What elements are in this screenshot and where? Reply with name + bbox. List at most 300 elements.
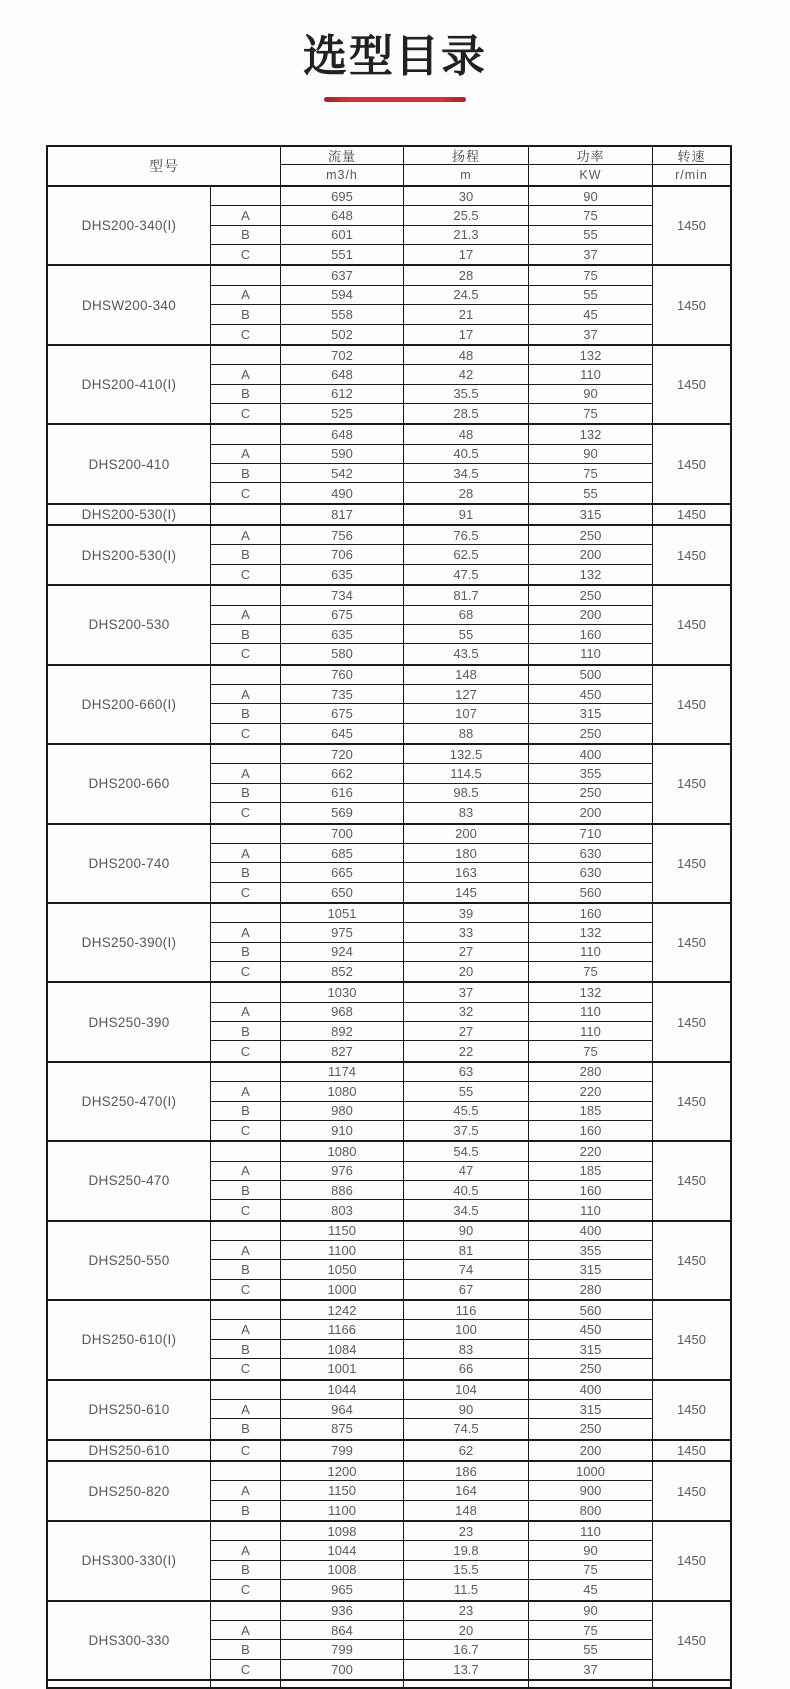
variant-cell — [211, 1602, 281, 1620]
head-cell: 28 — [404, 483, 529, 502]
model-cell: DHS200-660(I) — [48, 666, 211, 743]
head-cell: 100 — [404, 1320, 529, 1338]
table-row — [211, 1640, 653, 1659]
block-rows — [211, 346, 653, 423]
model-cell: DHS250-390(I) — [48, 904, 211, 981]
power-cell: 355 — [529, 764, 653, 782]
speed-cell: 1450 — [677, 855, 706, 871]
table-row — [211, 526, 653, 545]
variant-cell — [211, 505, 281, 524]
flow-cell: 864 — [281, 1621, 404, 1639]
variant-cell: B — [211, 464, 281, 482]
head-column-header — [404, 147, 529, 185]
model-block — [48, 1222, 730, 1301]
power-cell: 250 — [529, 586, 653, 604]
variant-cell: C — [211, 1041, 281, 1060]
power-cell: 315 — [529, 704, 653, 722]
variant-cell: A — [211, 1481, 281, 1499]
head-cell: 132.5 — [404, 745, 529, 763]
flow-cell: 569 — [281, 803, 404, 822]
head-cell: 127 — [404, 685, 529, 703]
block-rows — [211, 666, 653, 743]
power-header-unit: KW — [579, 168, 602, 182]
table-row — [211, 1359, 653, 1378]
table-row — [211, 245, 653, 264]
flow-cell: 975 — [281, 923, 404, 941]
power-cell: 110 — [529, 1522, 653, 1540]
model-block — [48, 187, 730, 266]
power-cell: 630 — [529, 844, 653, 862]
model-block — [48, 904, 730, 983]
table-row — [211, 1462, 653, 1481]
variant-cell: A — [211, 1621, 281, 1639]
head-cell: 90 — [404, 1400, 529, 1418]
flow-cell: 1080 — [281, 1082, 404, 1100]
table-row — [211, 505, 653, 524]
head-cell: 88 — [404, 724, 529, 743]
head-cell: 34.5 — [404, 1200, 529, 1219]
power-cell: 280 — [529, 1063, 653, 1081]
variant-cell: C — [211, 1441, 281, 1460]
head-cell: 21 — [404, 305, 529, 323]
variant-cell: A — [211, 923, 281, 941]
flow-cell: 675 — [281, 704, 404, 722]
power-cell: 160 — [529, 1181, 653, 1199]
variant-cell: A — [211, 286, 281, 304]
model-cell: DHS300-330(I) — [48, 1522, 211, 1599]
variant-cell: B — [211, 305, 281, 323]
power-cell: 250 — [529, 1419, 653, 1438]
head-cell: 15.5 — [404, 1561, 529, 1579]
table-row — [211, 1280, 653, 1299]
model-block — [48, 425, 730, 504]
variant-cell: A — [211, 844, 281, 862]
variant-cell — [211, 1222, 281, 1240]
variant-cell — [211, 983, 281, 1001]
head-header-label: 扬程 — [404, 147, 528, 165]
table-row — [211, 425, 653, 444]
model-cell: DHS250-470(I) — [48, 1063, 211, 1140]
variant-cell: C — [211, 565, 281, 584]
speed-cell: 1450 — [677, 1442, 706, 1458]
head-cell: 116 — [404, 1301, 529, 1319]
model-block — [48, 1381, 730, 1441]
head-cell: 62 — [404, 1441, 529, 1460]
variant-cell: A — [211, 764, 281, 782]
head-cell: 23 — [404, 1522, 529, 1540]
table-row — [211, 325, 653, 344]
block-rows — [211, 1602, 653, 1679]
speed-cell: 1450 — [677, 1332, 706, 1348]
power-cell: 110 — [529, 644, 653, 663]
model-cell: DHS250-550 — [48, 1222, 211, 1299]
power-cell: 132 — [529, 983, 653, 1001]
table-row — [211, 1541, 653, 1560]
head-cell: 163 — [404, 863, 529, 881]
flow-cell: 635 — [281, 625, 404, 643]
table-row — [211, 346, 653, 365]
head-cell: 23 — [404, 1602, 529, 1620]
power-cell: 45 — [529, 305, 653, 323]
flow-cell: 601 — [281, 226, 404, 244]
flow-cell: 734 — [281, 586, 404, 604]
variant-cell: B — [211, 1640, 281, 1658]
flow-cell: 700 — [281, 1660, 404, 1679]
head-cell: 54.5 — [404, 1142, 529, 1160]
model-block — [48, 346, 730, 425]
head-cell: 74 — [404, 1260, 529, 1278]
head-cell: 30 — [404, 187, 529, 205]
block-rows — [211, 1301, 653, 1378]
flow-cell: 648 — [281, 365, 404, 383]
power-cell: 90 — [529, 1541, 653, 1559]
table-row — [211, 1320, 653, 1339]
power-cell: 220 — [529, 1082, 653, 1100]
power-cell: 315 — [529, 505, 653, 524]
model-block — [48, 526, 730, 586]
table-row — [211, 1660, 653, 1679]
table-row — [211, 545, 653, 564]
variant-cell — [211, 425, 281, 443]
power-cell: 185 — [529, 1162, 653, 1180]
variant-cell: C — [211, 1660, 281, 1679]
head-cell: 27 — [404, 943, 529, 961]
head-cell: 11.5 — [404, 1580, 529, 1599]
power-cell: 55 — [529, 286, 653, 304]
variant-cell — [211, 1522, 281, 1540]
head-cell: 186 — [404, 1462, 529, 1480]
head-cell: 37 — [404, 983, 529, 1001]
variant-cell: B — [211, 1340, 281, 1358]
head-cell: 114.5 — [404, 764, 529, 782]
flow-cell: 590 — [281, 445, 404, 463]
flow-cell: 964 — [281, 1400, 404, 1418]
table-row — [211, 365, 653, 384]
flow-cell: 1001 — [281, 1359, 404, 1378]
variant-cell: C — [211, 962, 281, 981]
head-cell: 47 — [404, 1162, 529, 1180]
variant-cell — [211, 666, 281, 684]
table-row — [211, 483, 653, 502]
table-row — [211, 206, 653, 225]
flow-cell: 594 — [281, 286, 404, 304]
speed-header-unit: r/min — [675, 168, 708, 182]
table-row — [211, 745, 653, 764]
power-cell: 110 — [529, 1022, 653, 1040]
block-rows — [211, 586, 653, 663]
model-cell: DHS250-610(I) — [48, 1301, 211, 1378]
head-cell: 74.5 — [404, 1419, 529, 1438]
table-row — [211, 1561, 653, 1580]
head-cell: 81 — [404, 1241, 529, 1259]
flow-cell: 936 — [281, 1602, 404, 1620]
table-row — [211, 784, 653, 803]
flow-cell: 685 — [281, 844, 404, 862]
head-cell: 20 — [404, 962, 529, 981]
power-cell: 355 — [529, 1241, 653, 1259]
variant-cell: B — [211, 1102, 281, 1120]
flow-cell: 1084 — [281, 1340, 404, 1358]
table-row — [211, 1419, 653, 1438]
flow-cell: 760 — [281, 666, 404, 684]
model-cell: DHS250-470 — [48, 1142, 211, 1219]
table-row — [211, 1121, 653, 1140]
variant-cell: B — [211, 1501, 281, 1520]
variant-cell — [211, 1381, 281, 1399]
head-cell: 28 — [404, 266, 529, 284]
flow-cell: 1200 — [281, 1462, 404, 1480]
speed-cell: 1450 — [677, 456, 706, 472]
head-cell: 24.5 — [404, 286, 529, 304]
head-cell: 35.5 — [404, 385, 529, 403]
table-row — [211, 1162, 653, 1181]
head-cell: 39 — [404, 904, 529, 922]
power-cell: 500 — [529, 666, 653, 684]
head-cell: 148 — [404, 666, 529, 684]
variant-cell: A — [211, 445, 281, 463]
power-cell: 400 — [529, 745, 653, 763]
flow-cell: 1051 — [281, 904, 404, 922]
head-cell: 47.5 — [404, 565, 529, 584]
variant-cell: A — [211, 1003, 281, 1021]
flow-cell: 612 — [281, 385, 404, 403]
power-cell: 75 — [529, 962, 653, 981]
variant-cell: B — [211, 545, 281, 563]
table-row — [211, 606, 653, 625]
table-row — [211, 1340, 653, 1359]
table-row — [211, 1580, 653, 1599]
power-cell: 400 — [529, 1381, 653, 1399]
model-block — [48, 1441, 730, 1462]
flow-cell: 1100 — [281, 1501, 404, 1520]
head-cell: 28.5 — [404, 404, 529, 423]
model-cell: DHS300-330 — [48, 1602, 211, 1679]
power-cell: 75 — [529, 1561, 653, 1579]
power-cell: 132 — [529, 923, 653, 941]
speed-cell: 1450 — [677, 1402, 706, 1418]
power-cell: 132 — [529, 425, 653, 443]
block-rows — [211, 1522, 653, 1599]
table-row — [211, 943, 653, 962]
power-cell: 132 — [529, 565, 653, 584]
power-cell: 75 — [529, 266, 653, 284]
flow-cell: 1098 — [281, 1522, 404, 1540]
flow-cell: 817 — [281, 505, 404, 524]
head-cell: 17 — [404, 325, 529, 344]
power-header-label: 功率 — [529, 147, 652, 165]
power-cell: 55 — [529, 483, 653, 502]
variant-cell: A — [211, 606, 281, 624]
model-block — [48, 1063, 730, 1142]
variant-cell — [211, 346, 281, 364]
variant-cell: C — [211, 1280, 281, 1299]
head-cell: 13.7 — [404, 1660, 529, 1679]
table-row — [211, 1260, 653, 1279]
variant-cell — [211, 1301, 281, 1319]
speed-cell: 1450 — [677, 696, 706, 712]
flow-cell: 756 — [281, 526, 404, 544]
flow-cell: 525 — [281, 404, 404, 423]
model-cell: DHS200-410(I) — [48, 346, 211, 423]
power-cell: 110 — [529, 365, 653, 383]
table-row — [211, 1301, 653, 1320]
variant-cell: A — [211, 1400, 281, 1418]
block-rows — [211, 505, 653, 524]
power-cell: 90 — [529, 1602, 653, 1620]
variant-cell: A — [211, 365, 281, 383]
power-cell: 160 — [529, 904, 653, 922]
flow-cell: 706 — [281, 545, 404, 563]
table-row — [211, 1381, 653, 1400]
table-row — [211, 385, 653, 404]
head-cell: 40.5 — [404, 1181, 529, 1199]
power-cell: 75 — [529, 1041, 653, 1060]
model-block — [48, 983, 730, 1062]
table-row — [211, 983, 653, 1002]
table-header-row — [48, 147, 730, 187]
variant-cell: A — [211, 1320, 281, 1338]
variant-cell: C — [211, 1359, 281, 1378]
power-cell: 200 — [529, 803, 653, 822]
flow-cell: 976 — [281, 1162, 404, 1180]
power-cell: 200 — [529, 545, 653, 563]
power-cell: 37 — [529, 245, 653, 264]
variant-cell: A — [211, 526, 281, 544]
power-cell: 110 — [529, 1200, 653, 1219]
speed-cell: 1450 — [677, 617, 706, 633]
flow-cell: 1008 — [281, 1561, 404, 1579]
flow-cell: 1030 — [281, 983, 404, 1001]
table-row — [211, 1041, 653, 1060]
flow-header-unit: m3/h — [326, 168, 358, 182]
head-cell: 83 — [404, 1340, 529, 1358]
power-cell: 450 — [529, 685, 653, 703]
model-block — [48, 745, 730, 824]
head-cell: 21.3 — [404, 226, 529, 244]
table-row — [211, 1481, 653, 1500]
table-row — [211, 187, 653, 206]
power-cell: 800 — [529, 1501, 653, 1520]
table-row — [211, 1222, 653, 1241]
table-row — [211, 724, 653, 743]
model-column-header: 型号 — [48, 147, 281, 185]
variant-cell: A — [211, 1541, 281, 1559]
variant-cell — [211, 825, 281, 843]
power-cell: 710 — [529, 825, 653, 843]
table-row — [211, 825, 653, 844]
flow-cell: 886 — [281, 1181, 404, 1199]
power-cell: 220 — [529, 1142, 653, 1160]
flow-cell: 558 — [281, 305, 404, 323]
model-cell: DHS200-740 — [48, 825, 211, 902]
table-row — [211, 1400, 653, 1419]
flow-cell: 616 — [281, 784, 404, 802]
head-cell: 90 — [404, 1222, 529, 1240]
flow-cell: 542 — [281, 464, 404, 482]
variant-cell — [211, 1142, 281, 1160]
head-cell: 27 — [404, 1022, 529, 1040]
flow-cell: 852 — [281, 962, 404, 981]
head-cell: 48 — [404, 346, 529, 364]
power-cell: 250 — [529, 784, 653, 802]
flow-cell: 702 — [281, 346, 404, 364]
head-header-unit: m — [460, 168, 472, 182]
variant-cell — [211, 187, 281, 205]
table-row — [211, 803, 653, 822]
head-cell: 164 — [404, 1481, 529, 1499]
power-cell: 400 — [529, 1222, 653, 1240]
head-cell: 68 — [404, 606, 529, 624]
flow-header-label: 流量 — [281, 147, 403, 165]
head-cell: 67 — [404, 1280, 529, 1299]
flow-cell: 735 — [281, 685, 404, 703]
head-cell: 148 — [404, 1501, 529, 1520]
flow-cell: 799 — [281, 1441, 404, 1460]
head-cell: 180 — [404, 844, 529, 862]
flow-cell: 1100 — [281, 1241, 404, 1259]
head-cell: 17 — [404, 245, 529, 264]
variant-cell: C — [211, 404, 281, 423]
flow-cell: 700 — [281, 825, 404, 843]
flow-cell: 648 — [281, 206, 404, 224]
speed-cell: 1450 — [677, 1553, 706, 1569]
power-cell: 250 — [529, 724, 653, 743]
variant-cell: C — [211, 1121, 281, 1140]
flow-cell: 968 — [281, 1003, 404, 1021]
variant-cell — [211, 586, 281, 604]
flow-cell: 675 — [281, 606, 404, 624]
block-rows — [211, 825, 653, 902]
power-cell: 630 — [529, 863, 653, 881]
power-cell: 75 — [529, 206, 653, 224]
speed-column-header — [653, 147, 730, 185]
variant-cell: A — [211, 1241, 281, 1259]
block-rows — [211, 745, 653, 822]
table-row — [211, 1082, 653, 1101]
flow-cell: 803 — [281, 1200, 404, 1219]
table-row — [211, 923, 653, 942]
variant-cell: B — [211, 1561, 281, 1579]
model-block — [48, 1522, 730, 1601]
flow-cell: 1150 — [281, 1222, 404, 1240]
flow-cell: 910 — [281, 1121, 404, 1140]
model-block — [48, 825, 730, 904]
power-cell: 250 — [529, 1359, 653, 1378]
speed-cell: 1450 — [677, 218, 706, 234]
variant-cell: C — [211, 325, 281, 344]
variant-cell — [211, 1063, 281, 1081]
model-cell: DHS250-610 — [48, 1381, 211, 1439]
variant-cell — [211, 1462, 281, 1480]
speed-cell: 1450 — [677, 547, 706, 563]
variant-cell: C — [211, 1580, 281, 1599]
head-cell: 81.7 — [404, 586, 529, 604]
table-row — [211, 445, 653, 464]
table-row — [211, 1621, 653, 1640]
table-row — [211, 404, 653, 423]
variant-cell — [211, 745, 281, 763]
table-row — [211, 685, 653, 704]
model-block — [48, 1462, 730, 1522]
table-row — [211, 644, 653, 663]
table-row — [211, 1003, 653, 1022]
power-cell: 75 — [529, 464, 653, 482]
model-cell: DHS200-340(I) — [48, 187, 211, 264]
power-cell: 450 — [529, 1320, 653, 1338]
variant-cell: C — [211, 883, 281, 902]
variant-cell: B — [211, 943, 281, 961]
block-rows — [211, 187, 653, 264]
